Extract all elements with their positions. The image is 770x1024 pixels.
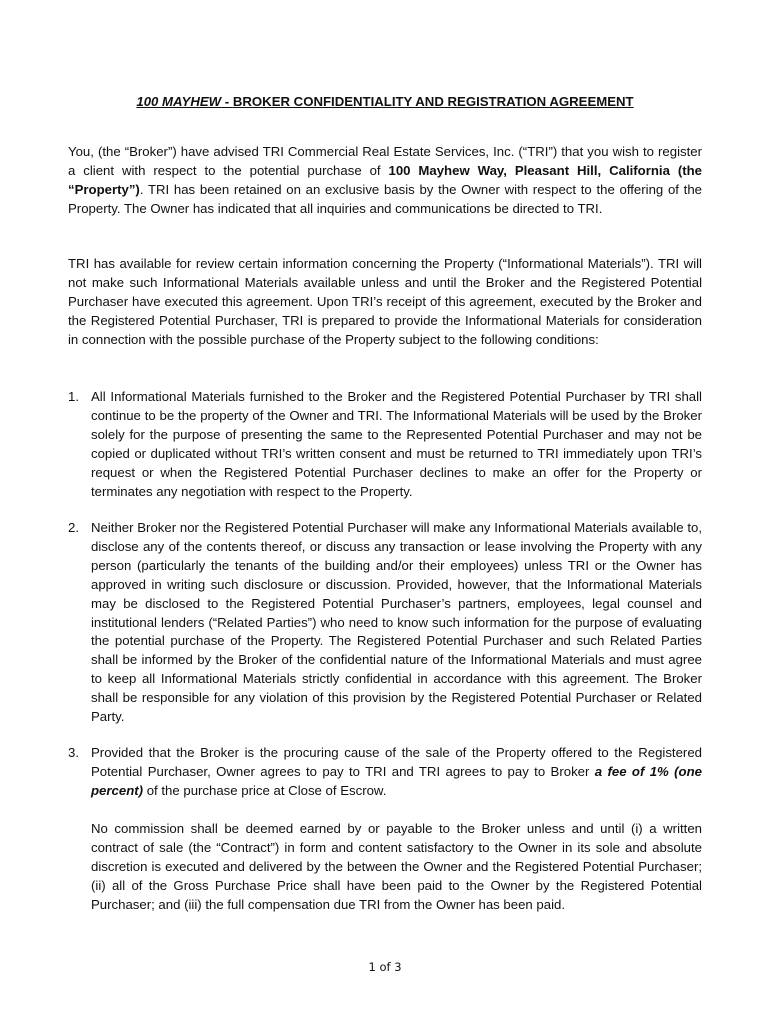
condition-item-1 <box>68 388 702 501</box>
condition-number-1: 1. <box>68 389 79 404</box>
condition-item-2 <box>68 519 702 727</box>
intro-paragraph <box>68 143 702 219</box>
condition-3-text-2: of the purchase price at Close of Escrow. <box>143 782 387 798</box>
condition-text-2: Neither Broker nor the Registered Potential Purchaser will make any Informational Materials available to, disclose any of the contents thereof, or discuss any transaction or lease involving the Property with any person (particularly the tenants of the building and/or their employees) unless TRI or the Owner has approved in writing such disclosure or discussion. Provided, however, that the Informational Materials may be disclosed to the Registered Potential Purchaser’s partners, employees, legal counsel and institutional lenders (“Related Parties”) who need to know such information for the purpose of evaluating the potential purchase of the Property. The Registered Potential Purchaser and such Related Parties shall be informed by the Broker of the confidential nature of the Informational Materials and must agree to keep all Informational Materials strictly confidential in accordance with this agreement. The Broker shall be responsible for any violation of this provision by the Registered Potential Purchaser or Related Party. <box>91 520 702 725</box>
condition-number-2: 2. <box>68 520 79 535</box>
intro-property-bold: 100 Mayhew Way, Pleasant Hill, California (the “Property”) <box>68 162 702 197</box>
title-property-name: 100 MAYHEW <box>136 94 222 109</box>
condition-3-text-1: Provided that the Broker is the procuring cause of the sale of the Property offered to the Registered Potential Purchaser, Owner agrees to pay to TRI and TRI agrees to pay to Broker <box>91 745 702 779</box>
title-heading: BROKER CONFIDENTIALITY AND REGISTRATION AGREEMENT <box>232 94 634 109</box>
page-number: 1 of 3 <box>368 960 402 974</box>
intro-text-1: You, (the “Broker”) have advised TRI Commercial Real Estate Services, Inc. (“TRI”) that you wish to register a client with respect to the potential purchase of <box>68 144 702 178</box>
commission-paragraph: No commission shall be deemed earned by or payable to the Broker unless and until (i) a written contract of sale (the “Contract”) in form and content satisfactory to the Owner in its sole and absolute discretion is executed and delivered by the between the Owner and the Registered Potential Purchaser; (ii) all of the Gross Purchase Price shall have been paid to the Owner by the Registered Potential Purchaser; and (iii) the full compensation due TRI from the Owner has been paid. <box>91 821 702 912</box>
intro-text-2: . TRI has been retained on an exclusive basis by the Owner with respect to the offering of the Property. The Owner has indicated that all inquiries and communications be directed to TRI. <box>68 181 702 216</box>
condition-text-3 <box>91 744 702 801</box>
condition-number-3: 3. <box>68 745 79 760</box>
agreement-title <box>68 92 702 112</box>
fee-percentage: a fee of 1% (one percent) <box>91 763 702 798</box>
condition-text-1: All Informational Materials furnished to the Broker and the Registered Potential Purchaser by TRI shall continue to be the property of the Owner and TRI. The Informational Materials will be used by the Broker solely for the purpose of presenting the same to the Represented Potential Purchaser and may not be copied or duplicated without TRI’s written consent and must be returned to TRI immediately upon TRI’s request or when the Registered Potential Purchaser declines to make an offer for the Property or terminates any negotiation with respect to the Property. <box>91 389 702 499</box>
condition-item-3 <box>68 744 702 801</box>
title-separator: - <box>221 94 233 109</box>
availability-paragraph: TRI has available for review certain information concerning the Property (“Informational Materials”). TRI will not make such Informational Materials available unless and until the Broker and the Registered Potential Purchaser have executed this agreement. Upon TRI’s receipt of this agreement, executed by the Broker and the Registered Potential Purchaser, TRI is prepared to provide the Informational Materials for consideration in connection with the possible purchase of the Property subject to the following conditions: <box>68 256 702 347</box>
